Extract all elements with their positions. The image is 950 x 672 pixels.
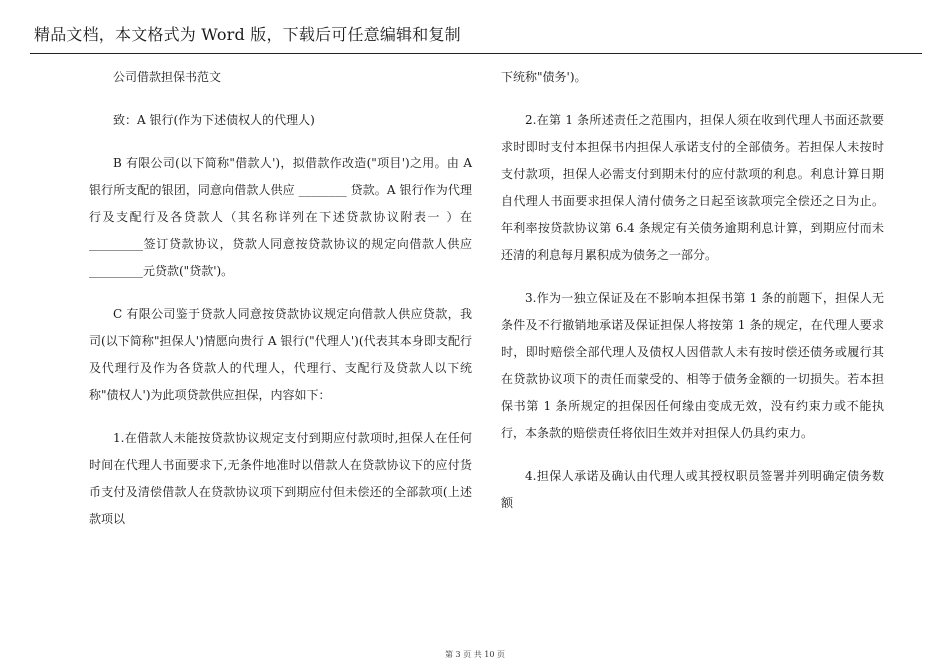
body-paragraph: C 有限公司鉴于贷款人同意按贷款协议规定向借款人供应贷款，我司(以下简称"担保人')情愿向贵行 A 银行("代理人')(代表其本身即支配行及代理行及作为各贷款人的代理人，代理行、支配行及贷款人以下统称"债权人')为此项贷款供应担保，内容如下： xyxy=(89,307,472,402)
page-number: 第 3 页 共 10 页 xyxy=(445,650,505,659)
clause-paragraph: 1.在借款人未能按贷款协议规定支付到期应付款项时,担保人在任何时间在代理人书面要求下,无条件地准时以借款人在贷款协议下的应付货币支付及清偿借款人在贷款协议项下到期应付但未偿还的全部款项(上述款项以 xyxy=(89,431,472,526)
page-header: 精品文档，本文格式为 Word 版，下载后可任意编辑和复制 xyxy=(34,25,461,44)
clause-paragraph: 4.担保人承诺及确认由代理人或其授权职员签署并列明确定债务数额 xyxy=(501,469,884,510)
clause-paragraph: 3.作为一独立保证及在不影响本担保书第 1 条的前题下，担保人无条件及不行撤销地承诺及保证担保人将按第 1 条的规定，在代理人要求时，即时赔偿全部代理人及债权人因借款人未有按时偿还债务或履行其在贷款协议项下的责任而蒙受的、相等于债务金额的一切损失。若本担保书第 1 条所规定的担保因任何缘由变成无效，没有约束力或不能执行，本条款的赔偿责任将依旧生效并对担保人仍具约束力。 xyxy=(501,291,884,440)
clause-paragraph: 2.在第 1 条所述责任之范围内，担保人须在收到代理人书面还款要求时即时支付本担保书内担保人承诺支付的全部债务。若担保人未按时支付款项，担保人必需支付到期未付的应付款项的利息。利息计算日期自代理人书面要求担保人清付债务之日起至该款项完全偿还之日为止。年利率按贷款协议第 6.4 条规定有关债务逾期利息计算，到期应付而未还清的利息每月累积成为债务之一部分。 xyxy=(501,113,884,262)
doc-title: 公司借款担保书范文 xyxy=(113,70,222,84)
right-column xyxy=(501,64,884,533)
addressee-paragraph: 致：A 银行(作为下述债权人的代理人) xyxy=(113,113,315,127)
left-column xyxy=(89,64,472,549)
body-paragraph: B 有限公司(以下简称"借款人')，拟借款作改造("项目')之用。由 A 银行所支配的银团，同意向借款人供应 ________ 贷款。A 银行作为代理行及支配行及各贷款人（其名称详列在下述贷款协议附表一 ）在_________签订贷款协议，贷款人同意按贷款协议的规定向借款人供应_________元贷款("贷款')。 xyxy=(89,156,472,278)
header-divider xyxy=(30,53,922,54)
continued-paragraph: 下统称"债务')。 xyxy=(501,70,587,84)
